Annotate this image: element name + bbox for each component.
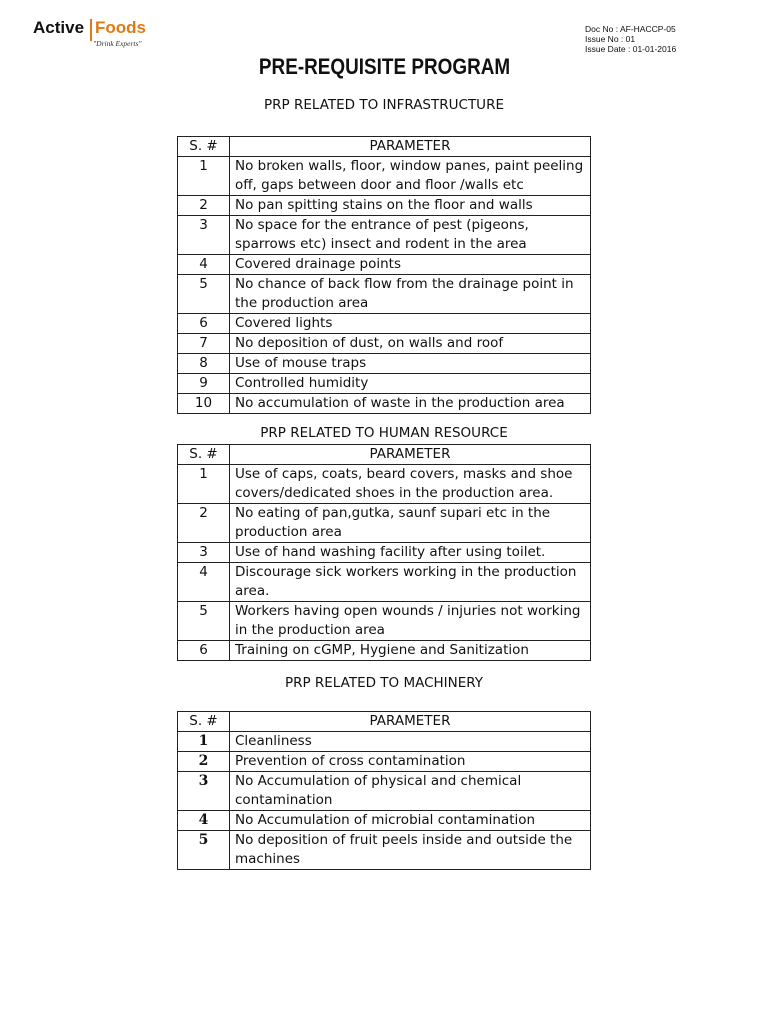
logo-tagline: "Drink Experts" [93,39,142,48]
table-row [178,314,591,334]
row-number: 3 [178,216,230,255]
row-number: 10 [178,394,230,414]
row-parameter: No Accumulation of physical and chemical contamination [230,772,591,811]
table-row [178,504,591,543]
row-parameter: No eating of pan,gutka, saunf supari etc in the production area [230,504,591,543]
row-number: 3 [178,543,230,563]
column-header-sno: S. # [178,445,230,465]
row-parameter: No accumulation of waste in the production area [230,394,591,414]
section-title-machinery: PRP RELATED TO MACHINERY [284,675,484,691]
section-title-infrastructure: PRP RELATED TO INFRASTRUCTURE [264,97,504,113]
table-header-row [178,445,591,465]
section-title-human-resource: PRP RELATED TO HUMAN RESOURCE [260,425,508,441]
column-header-parameter: PARAMETER [230,137,591,157]
row-number: 1 [178,465,230,504]
table-header-row [178,137,591,157]
table-row [178,354,591,374]
row-parameter: Controlled humidity [230,374,591,394]
logo-word-active: Active [33,18,85,37]
issue-date: Issue Date : 01-01-2016 [585,44,677,54]
column-header-sno: S. # [178,137,230,157]
table-row [178,196,591,216]
row-parameter: No deposition of dust, on walls and roof [230,334,591,354]
table-header-row [178,712,591,732]
table-row [178,374,591,394]
row-number: 2 [178,196,230,216]
row-number: 5 [178,275,230,314]
table-row [178,157,591,196]
row-parameter: No Accumulation of microbial contamination [230,811,591,831]
issue-number: Issue No : 01 [585,34,636,44]
table-row [178,772,591,811]
logo-divider [90,19,92,41]
row-number: 4 [178,811,230,831]
table-row [178,641,591,661]
row-parameter: Use of caps, coats, beard covers, masks and shoe covers/dedicated shoes in the production area. [230,465,591,504]
table-row [178,563,591,602]
row-parameter: Discourage sick workers working in the production area. [230,563,591,602]
column-header-parameter: PARAMETER [230,712,591,732]
row-parameter: Prevention of cross contamination [230,752,591,772]
row-parameter: No chance of back flow from the drainage point in the production area [230,275,591,314]
row-number: 4 [178,563,230,602]
row-parameter: No space for the entrance of pest (pigeons, sparrows etc) insect and rodent in the area [230,216,591,255]
row-number: 1 [178,157,230,196]
row-parameter: Use of hand washing facility after using toilet. [230,543,591,563]
page-title: PRE-REQUISITE PROGRAM [258,54,511,79]
row-parameter: Covered drainage points [230,255,591,275]
table-row [178,275,591,314]
table-row [178,752,591,772]
logo-word-foods: Foods [95,18,146,37]
table-row [178,394,591,414]
table-row [178,602,591,641]
row-number: 2 [178,504,230,543]
column-header-parameter: PARAMETER [230,445,591,465]
document-info [585,24,676,54]
row-number: 8 [178,354,230,374]
row-number: 5 [178,602,230,641]
row-parameter: No pan spitting stains on the floor and walls [230,196,591,216]
row-number: 6 [178,314,230,334]
row-number: 7 [178,334,230,354]
row-number: 6 [178,641,230,661]
infrastructure-table [177,136,591,414]
row-parameter: Cleanliness [230,732,591,752]
table-row [178,255,591,275]
row-number: 4 [178,255,230,275]
row-number: 3 [178,772,230,811]
table-row [178,831,591,870]
table-row [178,216,591,255]
row-number: 9 [178,374,230,394]
column-header-sno: S. # [178,712,230,732]
table-row [178,811,591,831]
row-parameter: Covered lights [230,314,591,334]
row-parameter: Workers having open wounds / injuries not working in the production area [230,602,591,641]
row-parameter: Use of mouse traps [230,354,591,374]
row-number: 1 [178,732,230,752]
doc-number: Doc No : AF-HACCP-05 [585,24,676,34]
table-row [178,543,591,563]
table-row [178,465,591,504]
row-parameter: No broken walls, floor, window panes, paint peeling off, gaps between door and floor /walls etc [230,157,591,196]
row-number: 5 [178,831,230,870]
row-number: 2 [178,752,230,772]
human-resource-table [177,444,591,661]
table-row [178,334,591,354]
row-parameter: No deposition of fruit peels inside and outside the machines [230,831,591,870]
table-row [178,732,591,752]
row-parameter: Training on cGMP, Hygiene and Sanitization [230,641,591,661]
machinery-table [177,711,591,870]
company-logo [33,16,163,50]
